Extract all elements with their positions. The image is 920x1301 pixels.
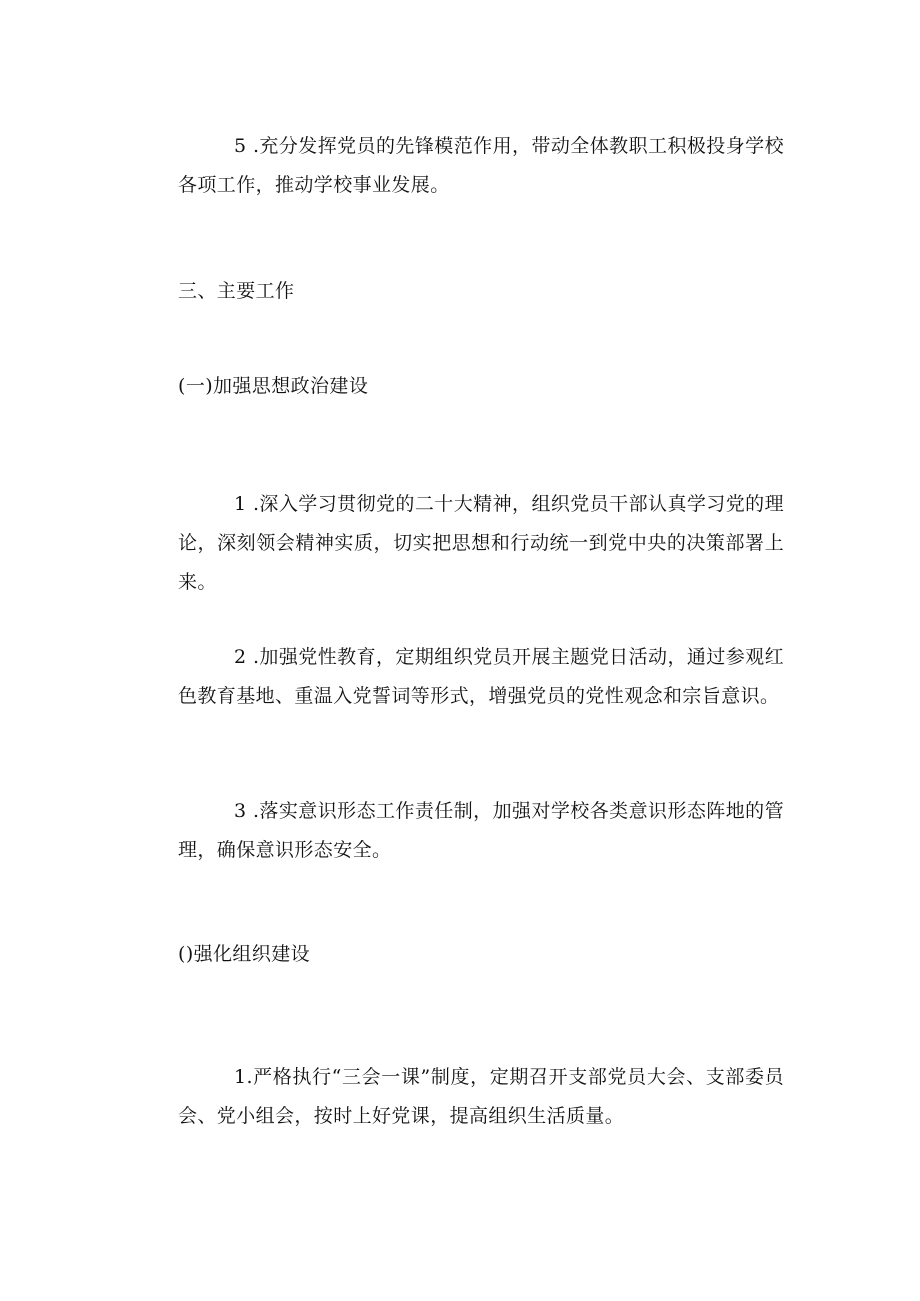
section-heading-main-work: 三、主要工作 <box>178 280 295 302</box>
paragraph-organization-point-1: 1.严格执行“三会一课”制度，定期召开支部党员大会、支部委员会、党小组会，按时上好党课，提高组织生活质量。 <box>178 1066 784 1127</box>
paragraph-point-3: 3 .落实意识形态工作责任制，加强对学校各类意识形态阵地的管理，确保意识形态安全。 <box>178 800 784 861</box>
subsection-heading-ideological: (一)加强思想政治建设 <box>178 375 369 397</box>
paragraph-point-2: 2 .加强党性教育，定期组织党员开展主题党日活动，通过参观红色教育基地、重温入党誓词等形式，增强党员的党性观念和宗旨意识。 <box>178 646 784 707</box>
paragraph-point-5: 5 .充分发挥党员的先锋模范作用，带动全体教职工积极投身学校各项工作，推动学校事业发展。 <box>178 135 784 196</box>
subsection-heading-organization: ()强化组织建设 <box>178 943 311 965</box>
paragraph-point-1: 1 .深入学习贯彻党的二十大精神，组织党员干部认真学习党的理论，深刻领会精神实质，切实把思想和行动统一到党中央的决策部署上来。 <box>178 493 784 593</box>
